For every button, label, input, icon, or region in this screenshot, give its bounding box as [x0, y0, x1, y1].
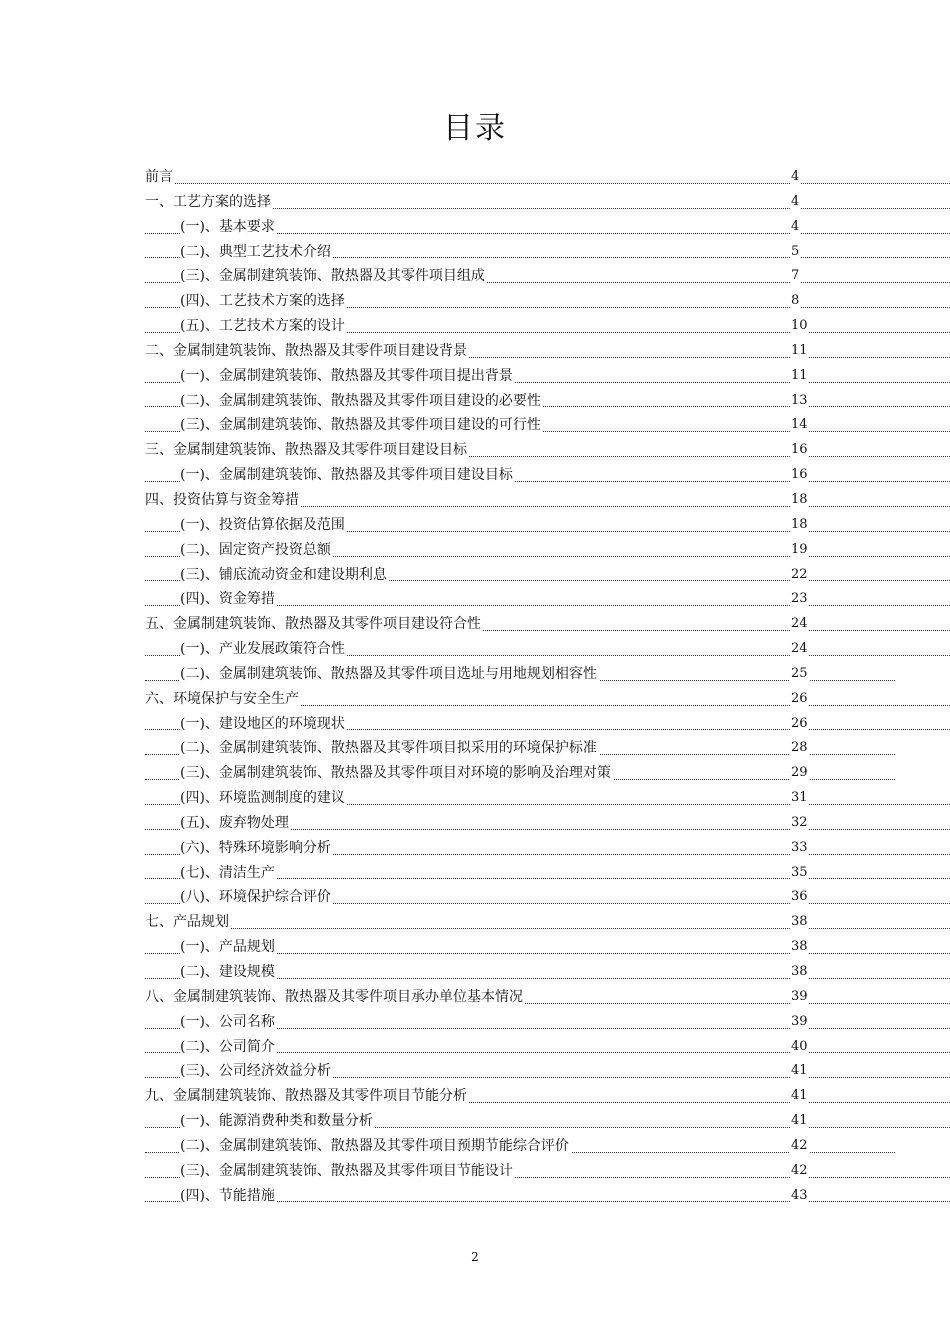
toc-entry-page: 33 — [790, 836, 809, 861]
toc-entry[interactable] — [145, 1134, 950, 1159]
toc-entry[interactable] — [145, 960, 950, 985]
toc-entry[interactable] — [145, 985, 950, 1010]
toc-entry[interactable] — [145, 587, 950, 612]
toc-entry-page: 26 — [790, 712, 809, 737]
toc-entry[interactable] — [145, 389, 950, 414]
toc-entry-page: 19 — [790, 538, 809, 563]
toc-entry-label: (一)、能源消费种类和数量分析 — [180, 1113, 373, 1130]
toc-entry[interactable] — [145, 314, 950, 339]
toc-entry[interactable] — [145, 861, 950, 886]
toc-entry-label: (六)、特殊环境影响分析 — [180, 839, 331, 856]
toc-entry[interactable] — [145, 215, 950, 240]
toc-entry-page: 24 — [790, 637, 809, 662]
toc-entry[interactable] — [145, 364, 950, 389]
toc-entry-page: 38 — [790, 910, 809, 935]
toc-entry[interactable] — [145, 563, 950, 588]
toc-entry-label: 五、金属制建筑装饰、散热器及其零件项目建设符合性 — [145, 616, 481, 633]
toc-entry[interactable] — [145, 1059, 950, 1084]
toc-entry-label: (五)、工艺技术方案的设计 — [180, 318, 345, 335]
toc-entry-page: 43 — [790, 1184, 809, 1209]
toc-entry-label: (二)、金属制建筑装饰、散热器及其零件项目选址与用地规划相容性 — [180, 665, 597, 682]
toc-entry[interactable] — [145, 885, 950, 910]
toc-entry[interactable] — [145, 1109, 950, 1134]
toc-entry[interactable] — [145, 687, 950, 712]
toc-entry[interactable] — [145, 438, 950, 463]
toc-entry-label: 九、金属制建筑装饰、散热器及其零件项目节能分析 — [145, 1088, 467, 1105]
toc-entry-label: 三、金属制建筑装饰、散热器及其零件项目建设目标 — [145, 442, 467, 459]
toc-entry[interactable] — [145, 1010, 950, 1035]
toc-entry-label: (三)、金属制建筑装饰、散热器及其零件项目组成 — [180, 268, 485, 285]
toc-entry-label: (四)、资金筹措 — [180, 591, 275, 608]
toc-entry-page: 18 — [790, 513, 809, 538]
toc-entry-page: 7 — [790, 264, 800, 289]
toc-entry[interactable] — [145, 413, 950, 438]
toc-entry-page: 42 — [790, 1134, 809, 1159]
toc-entry-page: 18 — [790, 488, 809, 513]
toc-entry-label: (七)、清洁生产 — [180, 864, 275, 881]
page-number: 2 — [471, 1250, 479, 1264]
toc-entry-page: 16 — [790, 463, 809, 488]
toc-entry-page: 4 — [790, 190, 800, 215]
toc-entry[interactable] — [145, 190, 950, 215]
toc-entry-label: (三)、金属制建筑装饰、散热器及其零件项目节能设计 — [180, 1162, 513, 1179]
toc-entry[interactable] — [145, 513, 950, 538]
toc-entry[interactable] — [145, 1035, 950, 1060]
toc-entry-label: 八、金属制建筑装饰、散热器及其零件项目承办单位基本情况 — [145, 988, 523, 1005]
toc-entry-label: (四)、节能措施 — [180, 1187, 275, 1204]
toc-entry[interactable] — [145, 910, 950, 935]
toc-entry-label: (二)、金属制建筑装饰、散热器及其零件项目预期节能综合评价 — [180, 1137, 569, 1154]
toc-entry-page: 40 — [790, 1035, 809, 1060]
toc-entry-label: (一)、公司名称 — [180, 1013, 275, 1030]
toc-entry[interactable] — [145, 662, 950, 687]
toc-entry[interactable] — [145, 488, 950, 513]
toc-entry-label: (一)、金属制建筑装饰、散热器及其零件项目建设目标 — [180, 467, 513, 484]
toc-entry-label: (二)、公司简介 — [180, 1038, 275, 1055]
toc-entry-label: (二)、固定资产投资总额 — [180, 541, 331, 558]
toc-entry-page: 24 — [790, 612, 809, 637]
toc-entry[interactable] — [145, 240, 950, 265]
toc-entry-label: 二、金属制建筑装饰、散热器及其零件项目建设背景 — [145, 342, 467, 359]
toc-entry[interactable] — [145, 736, 950, 761]
toc-entry[interactable] — [145, 1159, 950, 1184]
toc-entry[interactable] — [145, 339, 950, 364]
toc-entry-page: 14 — [790, 413, 809, 438]
toc-entry-label: 六、环境保护与安全生产 — [145, 690, 299, 707]
toc-entry-page: 16 — [790, 438, 809, 463]
toc-entry-page: 32 — [790, 811, 809, 836]
toc-entry-page: 29 — [790, 761, 809, 786]
toc-entry-label: (三)、公司经济效益分析 — [180, 1063, 331, 1080]
toc-entry-label: (三)、金属制建筑装饰、散热器及其零件项目对环境的影响及治理对策 — [180, 765, 611, 782]
toc-entry-label: (一)、建设地区的环境现状 — [180, 715, 345, 732]
toc-entry-page: 42 — [790, 1159, 809, 1184]
toc-entry[interactable] — [145, 1084, 950, 1109]
toc-entry-label: (二)、典型工艺技术介绍 — [180, 243, 331, 260]
toc-entry-page: 38 — [790, 935, 809, 960]
toc-entry[interactable] — [145, 264, 950, 289]
toc-dot-leader — [145, 183, 950, 184]
toc-entry-label: 一、工艺方案的选择 — [145, 193, 271, 210]
toc-entry-label: (一)、投资估算依据及范围 — [180, 516, 345, 533]
toc-entry-page: 28 — [790, 736, 809, 761]
table-of-contents — [145, 165, 950, 1208]
toc-entry-page: 10 — [790, 314, 809, 339]
toc-entry-label: 七、产品规划 — [145, 914, 229, 931]
toc-entry-label: (八)、环境保护综合评价 — [180, 889, 331, 906]
toc-entry-page: 11 — [790, 364, 809, 389]
toc-entry[interactable] — [145, 786, 950, 811]
toc-entry[interactable] — [145, 637, 950, 662]
toc-entry-page: 36 — [790, 885, 809, 910]
toc-entry-label: (四)、环境监测制度的建议 — [180, 790, 345, 807]
toc-entry-label: (二)、金属制建筑装饰、散热器及其零件项目拟采用的环境保护标准 — [180, 740, 597, 757]
toc-entry-label: (五)、废弃物处理 — [180, 814, 289, 831]
toc-dot-leader — [145, 928, 950, 929]
toc-entry-page: 13 — [790, 389, 809, 414]
toc-entry-page: 39 — [790, 985, 809, 1010]
toc-entry[interactable] — [145, 836, 950, 861]
toc-entry-page: 38 — [790, 960, 809, 985]
toc-entry[interactable] — [145, 935, 950, 960]
toc-entry-label: (一)、产业发展政策符合性 — [180, 641, 345, 658]
toc-entry-page: 8 — [790, 289, 800, 314]
toc-entry[interactable] — [145, 463, 950, 488]
toc-entry-page: 41 — [790, 1109, 809, 1134]
toc-entry-label: 前言 — [145, 169, 173, 185]
toc-entry[interactable] — [145, 712, 950, 737]
toc-entry[interactable] — [145, 289, 950, 314]
toc-entry-page: 5 — [790, 240, 800, 265]
toc-entry-page: 22 — [790, 563, 809, 588]
toc-entry-label: (二)、建设规模 — [180, 964, 275, 980]
toc-entry[interactable] — [145, 811, 950, 836]
toc-entry-page: 4 — [790, 215, 800, 240]
toc-entry-page: 23 — [790, 587, 809, 612]
toc-entry[interactable] — [145, 538, 950, 563]
toc-entry-page: 41 — [790, 1059, 809, 1084]
toc-entry-label: (三)、金属制建筑装饰、散热器及其零件项目建设的可行性 — [180, 417, 541, 434]
toc-entry-page: 31 — [790, 786, 809, 811]
toc-entry-label: 四、投资估算与资金筹措 — [145, 491, 299, 508]
toc-entry[interactable] — [145, 165, 950, 190]
toc-entry-page: 26 — [790, 687, 809, 712]
toc-entry-page: 39 — [790, 1010, 809, 1035]
toc-entry-page: 41 — [790, 1084, 809, 1109]
toc-entry-page: 4 — [790, 165, 800, 190]
toc-entry-label: (一)、基本要求 — [180, 218, 275, 235]
toc-entry[interactable] — [145, 1184, 950, 1209]
toc-entry-label: (三)、铺底流动资金和建设期利息 — [180, 566, 387, 583]
toc-entry-page: 25 — [790, 662, 809, 687]
page-title: 目录 — [443, 111, 507, 146]
toc-entry-label: (四)、工艺技术方案的选择 — [180, 293, 345, 310]
toc-entry-label: (一)、金属制建筑装饰、散热器及其零件项目提出背景 — [180, 367, 513, 384]
toc-entry-page: 35 — [790, 861, 809, 886]
toc-entry[interactable] — [145, 612, 950, 637]
toc-entry-label: (二)、金属制建筑装饰、散热器及其零件项目建设的必要性 — [180, 392, 541, 409]
toc-entry[interactable] — [145, 761, 950, 786]
toc-entry-page: 11 — [790, 339, 809, 364]
toc-entry-label: (一)、产品规划 — [180, 939, 275, 956]
